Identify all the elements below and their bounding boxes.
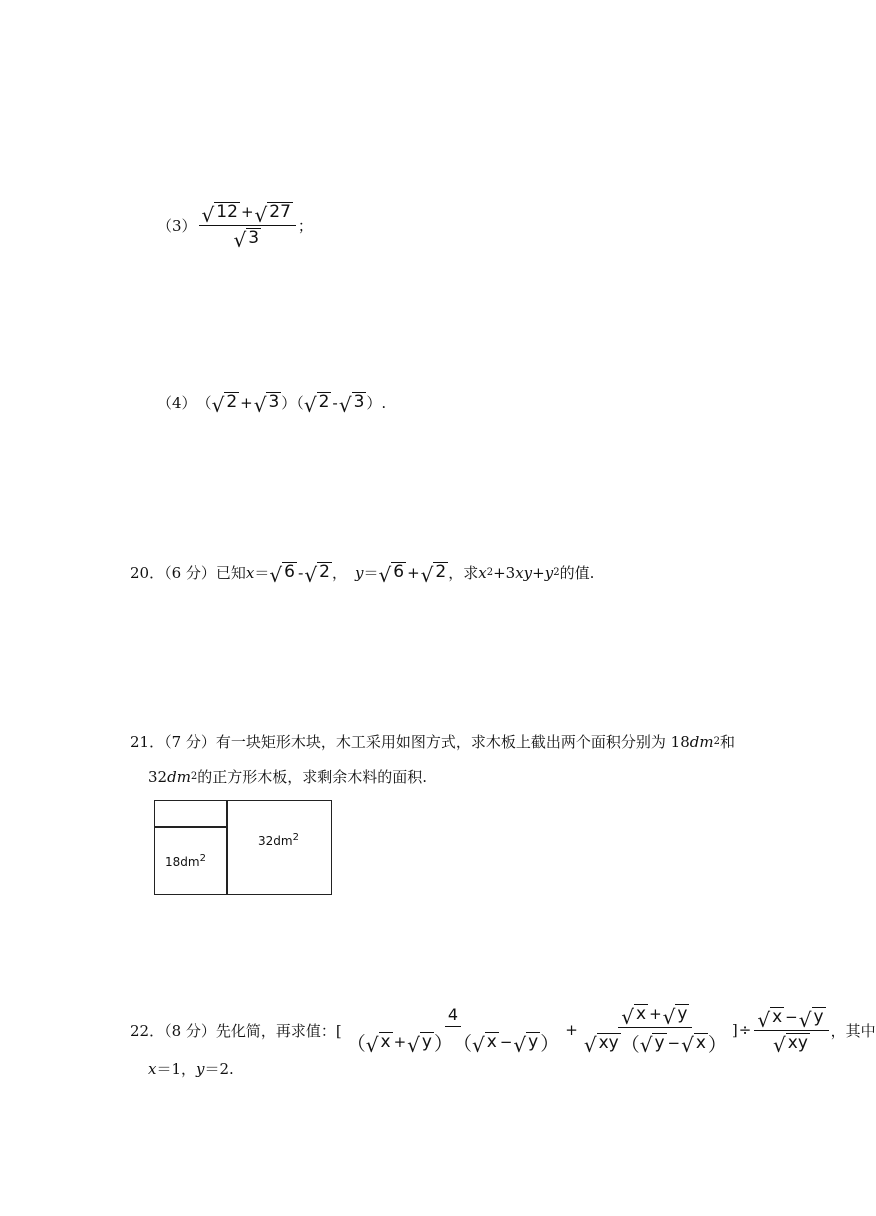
numerator: √ 12 + √ 27	[199, 202, 296, 226]
fraction	[199, 202, 296, 253]
sqrt-12: √ 12	[201, 202, 238, 227]
problem-19-4: （4） （ √ 2 + √ 3 ）（ √ 2 - √ 3 ）.	[157, 392, 387, 417]
sqrt-6: √ 6	[269, 562, 295, 587]
question-21-line2: 32 dm 2 的正方形木板，求剩余木料的面积.	[148, 767, 428, 786]
question-21-line1: 21．（7 分）有一块矩形木块，木工采用如图方式，求木板上截出两个面积分别为 18 dm 2 和	[130, 732, 735, 751]
wood-board-diagram	[154, 800, 332, 895]
sqrt-3: √ 3	[338, 392, 365, 417]
sqrt-2: √ 2	[303, 392, 330, 417]
fraction-1: 4 （ √ x + √ y ） （ √ x − √ y ）	[346, 1004, 560, 1057]
item-label: （4）	[157, 394, 197, 412]
fraction-2: √ x + √ y √ xy （ √ y − √ x ）	[583, 1004, 727, 1058]
label-18dm2: $18dm^2$	[165, 853, 206, 869]
divider-vertical	[226, 801, 228, 894]
sqrt-2: √ 2	[211, 392, 238, 417]
sqrt-3: √ 3	[253, 392, 280, 417]
problem-19-3: （3） √ 12 + √ 27 √ 3 ；	[157, 202, 313, 253]
denominator	[230, 226, 264, 253]
sqrt-6: √ 6	[378, 562, 405, 587]
item-label: （3）	[157, 216, 197, 235]
label-32dm2: $32dm^2$	[258, 832, 299, 848]
question-22-line2: x ＝1， y ＝2.	[148, 1059, 234, 1078]
question-20: 20．（6 分）已知 x ＝ √ 6 - √ 2 ， y ＝ √ 6 + √ 2 ，求 x 2 +3 xy + y 2 的值.	[130, 562, 595, 587]
sqrt-3: √ 3	[233, 227, 260, 253]
sqrt-2: √ 2	[420, 562, 447, 587]
fraction-3: √ x − √ y √ xy	[754, 1007, 828, 1053]
sqrt-2: √ 2	[304, 562, 330, 587]
sqrt-27: √ 27	[254, 202, 291, 227]
divider-horizontal	[155, 826, 227, 828]
question-22: 22．（8 分）先化简，再求值：[ 4 （ √ x + √ y ） （ √ x − √ y ） + √ x + √ y √ xy （ √ y − √ x ） ] ÷ √ x − √ y √ xy ，其中	[130, 1004, 876, 1058]
